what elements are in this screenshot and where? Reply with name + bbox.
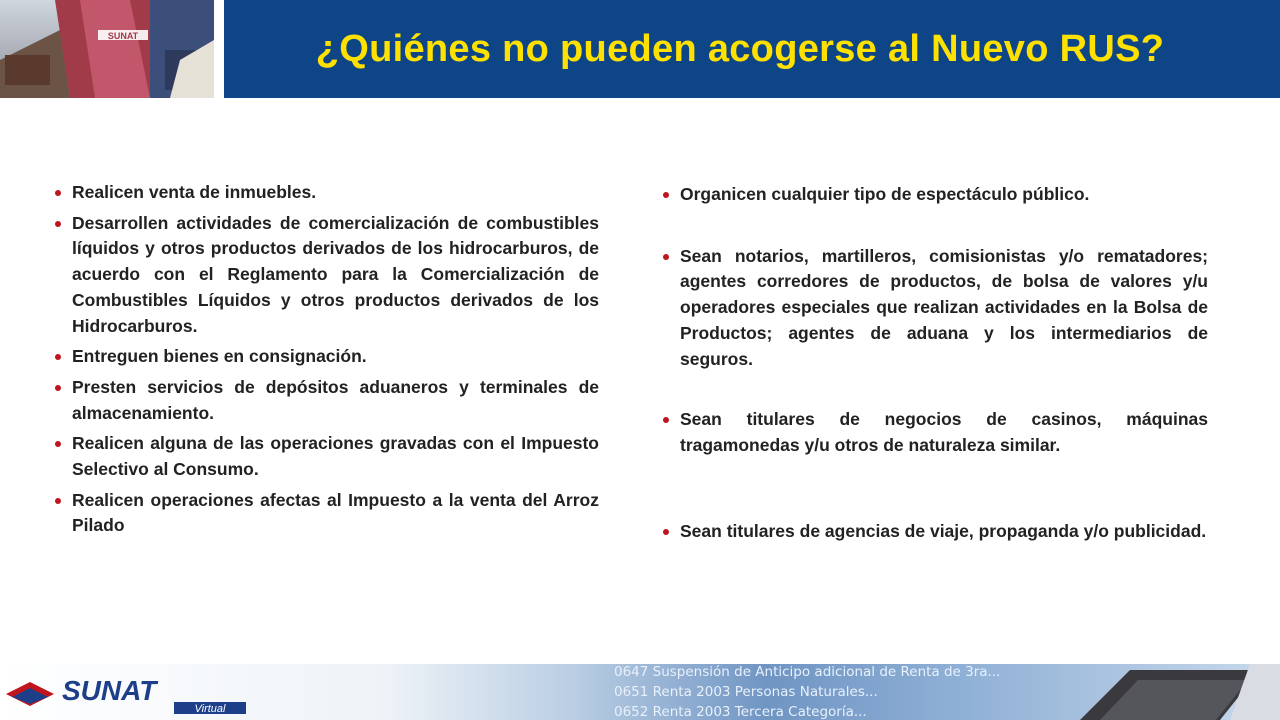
list-item-text: Entreguen bienes en consignación. bbox=[72, 346, 367, 367]
list-item-text: Realicen alguna de las operaciones gravadas con el Impuesto Selectivo al Consumo. bbox=[72, 433, 599, 480]
list-item bbox=[662, 519, 1208, 545]
left-bullet-list bbox=[54, 180, 599, 539]
bullet-dot-icon bbox=[55, 498, 61, 504]
sunat-logo bbox=[4, 670, 254, 716]
bullet-dot-icon bbox=[663, 417, 669, 423]
bullet-dot-icon bbox=[55, 221, 61, 227]
list-item bbox=[54, 488, 599, 539]
list-item-text: Sean notarios, martilleros, comisionistas y/o rematadores; agentes corredores de productos, de bolsa de valores y/u operadores especiales que realizan actividades en la Bolsa de Productos; agentes de aduana y los intermediarios de seguros. bbox=[680, 245, 1208, 369]
bullet-dot-icon bbox=[55, 190, 61, 196]
bullet-dot-icon bbox=[663, 192, 669, 198]
page-title: ¿Quiénes no pueden acogerse al Nuevo RUS? bbox=[315, 27, 1165, 70]
list-item-text: Sean titulares de negocios de casinos, máquinas tragamonedas y/u otros de naturaleza similar. bbox=[680, 409, 1208, 455]
slide-footer bbox=[0, 664, 1280, 720]
list-item bbox=[54, 344, 599, 370]
list-item bbox=[662, 182, 1208, 208]
list-item bbox=[54, 211, 599, 340]
list-item-text: Desarrollen actividades de comercialización de combustibles líquidos y otros productos derivados de los hidrocarburos, de acuerdo con el Reglamento para la Comercialización de Combustibles Líquidos y otros productos derivados de los Hidrocarburos. bbox=[72, 212, 599, 336]
header-photo bbox=[0, 0, 214, 98]
right-bullet-list bbox=[662, 182, 1208, 544]
laptop-image bbox=[1020, 664, 1280, 720]
bullet-dot-icon bbox=[663, 254, 669, 260]
bullet-dot-icon bbox=[663, 529, 669, 535]
list-item bbox=[54, 431, 599, 482]
bullet-dot-icon bbox=[55, 354, 61, 360]
list-item-text: Realicen venta de inmuebles. bbox=[72, 182, 317, 202]
footer-screen-image bbox=[610, 664, 1080, 720]
list-item bbox=[662, 244, 1208, 373]
logo-sub-text: Virtual bbox=[194, 703, 226, 715]
left-column bbox=[54, 180, 599, 544]
screen-line: 0651 Renta 2003 Personas Naturales... bbox=[614, 684, 878, 700]
list-item bbox=[54, 180, 599, 206]
list-item-text: Presten servicios de depósitos aduaneros y terminales de almacenamiento. bbox=[72, 376, 599, 423]
right-column bbox=[662, 182, 1208, 544]
screen-line: 0652 Renta 2003 Tercera Categoría... bbox=[614, 704, 867, 720]
list-item-text: Organicen cualquier tipo de espectáculo público. bbox=[680, 184, 1090, 204]
bullet-dot-icon bbox=[55, 441, 61, 447]
list-item bbox=[54, 375, 599, 426]
slide-header bbox=[0, 0, 1280, 100]
screen-line: 0647 Suspensión de Anticipo adicional de Renta de 3ra... bbox=[614, 664, 1001, 680]
bullet-dot-icon bbox=[55, 385, 61, 391]
title-bar bbox=[224, 0, 1280, 98]
header-photo-image bbox=[0, 0, 214, 98]
list-item-text: Realicen operaciones afectas al Impuesto a la venta del Arroz Pilado bbox=[72, 489, 599, 536]
list-item-text: Sean titulares de agencias de viaje, propaganda y/o publicidad. bbox=[680, 520, 1207, 541]
list-item bbox=[662, 407, 1208, 458]
photo-sign-text: SUNAT bbox=[107, 31, 139, 41]
logo-text: SUNAT bbox=[62, 675, 157, 706]
